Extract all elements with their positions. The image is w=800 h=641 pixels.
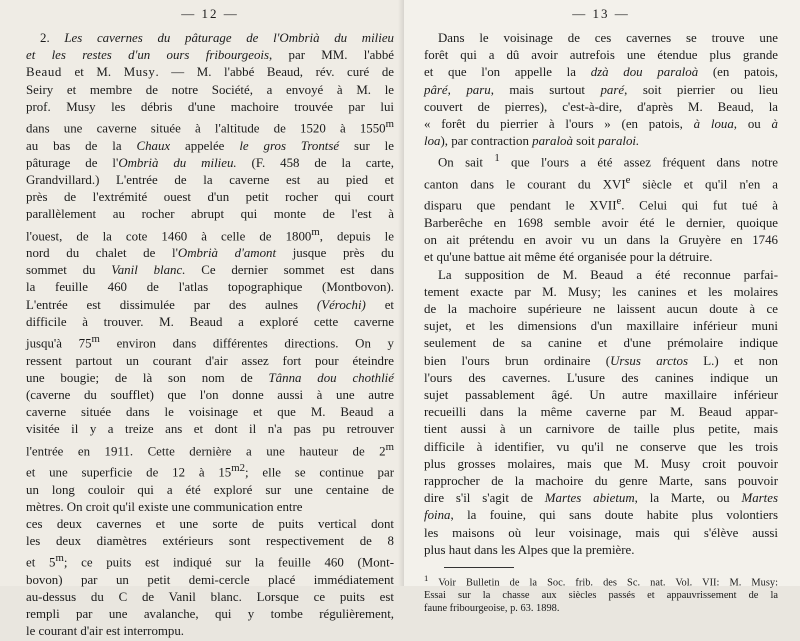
- text-line: la feuille 460 de l'atlas topographique (Montbovon).: [26, 280, 394, 295]
- text-line: de la machoire supérieure ne laissent aucun doute à ce: [424, 301, 778, 316]
- text-line: rapprocher de la machoire du genre Marte, sans pouvoir: [424, 473, 778, 488]
- text-line: 2. Les cavernes du pâturage de l'Ombrià du milieu: [40, 31, 395, 45]
- text-line: visitée il y a treize ans et dont il n'a pas pu retrouver: [26, 422, 394, 437]
- text-line: canton dans le courant du XVIe siècle et qu'il n'en a: [424, 173, 778, 192]
- text-line: disparu que pendant le XVIIe. Celui qui fut tué à: [424, 195, 779, 213]
- text-line: rempli par une avalanche, qui y tombe régulièrement,: [26, 607, 394, 622]
- text-line: recueilli dans la même caverne par M. Beaud appar-: [424, 405, 778, 420]
- text-line: sujet passablement âgé. Un autre maxillaire inférieur: [424, 387, 778, 402]
- text-line: le courant d'air est interrompu.: [26, 624, 185, 639]
- text-line: prof. Musy les débris d'une machoire trouvée par lui: [26, 99, 394, 114]
- text-line: Dans le voisinage de ces cavernes se trouve une: [438, 31, 778, 45]
- footnote-line: $^1$ Voir Bulletin de la Soc. frib. des Sc. nat. Vol. VII: M. Musy:: [424, 572, 778, 589]
- text-line: nord du chalet de l'Ombrià d'amont jusque près du: [26, 246, 394, 261]
- text-line: La supposition de M. Beaud a été reconnue parfai-: [438, 267, 778, 282]
- text-line: L'entrée est dissimulée par des aulnes (Vérochi) et: [26, 297, 394, 312]
- text-line: et que l'on appelle la dzà dou paraloà (en patois,: [424, 65, 778, 80]
- text-line: Barberêche en 1698 semble avoir été le dernier, quoique: [424, 215, 778, 230]
- text-line: et les restes d'un ours fribourgeois, par MM. l'abbé: [26, 48, 394, 63]
- text-line: l'ouest, de la cote 1460 à celle de 1800$^m$, depuis le: [26, 225, 394, 243]
- text-line: une bougie; de là son nom de Tânna dou chothlié: [26, 370, 394, 385]
- text-line: tement exacte par M. Musy; les canines et les molaires: [424, 284, 778, 299]
- page-number: — 12 —: [181, 6, 239, 21]
- text-line: mètres. On croit qu'il existe une communication entre: [26, 499, 303, 514]
- text-line: bien l'ours brun ordinaire (Ursus arctos L.) et non: [424, 353, 778, 368]
- text-line: On sait $^1$ que l'ours a été assez fréquent dans notre: [438, 152, 778, 170]
- text-line: et 5$^m$; ce puits est indiqué sur la feuille 460 (Mont-: [26, 552, 394, 570]
- text-line: caverne située dans le voisinage et que M. Beaud a: [26, 405, 394, 420]
- text-line: les deux diamètres extérieurs sont respectivement de 8: [26, 534, 394, 549]
- text-line: forêt qui a dû avoir autrefois une étendue plus grande: [424, 48, 778, 63]
- text-line: ressent partout un courant d'air assez fort pour éteindre: [26, 353, 394, 368]
- text-line: les maisons où leur voisinage, mais qui s'élève aussi: [424, 525, 778, 540]
- text-line: dans une caverne située à l'altitude de 1520 à 1550$^m$: [26, 118, 394, 136]
- text-line: Grandvillard.) L'entrée de la caverne est au pied et: [26, 172, 394, 187]
- text-line: seulement de sa canine et d'une prémolaire indique: [424, 336, 778, 351]
- page-13: [404, 0, 800, 614]
- text-line: difficile à trouver. M. Beaud a exploré cette caverne: [26, 314, 394, 329]
- text-line: au-dessus du C de Vanil blanc. Lorsque ce puits est: [26, 590, 394, 605]
- text-line: on ait prétendu en avoir vu un dans la Gruyère en 1746: [424, 233, 778, 248]
- text-line: près de l'extrémité ouest d'un petit rocher qui court: [26, 190, 394, 205]
- footnote-line: Essai sur la chasse aux siècles passés et appauvrissement de la: [424, 590, 778, 602]
- footnote-line: faune fribourgeoise, p. 63. 1898.: [424, 602, 560, 614]
- text-line: sommet du Vanil blanc. Ce dernier sommet est dans: [26, 263, 394, 278]
- text-line: (caverne du soufflet) que l'on donne aussi à une autre: [26, 387, 394, 402]
- footnote-rule: [444, 567, 514, 568]
- text-line: bovon) par un petit demi-cercle placé immédiatement: [26, 572, 394, 587]
- footnote: [424, 572, 778, 615]
- text-line: Beaud et M. Musy. — M. l'abbé Beaud, rév. curé de: [26, 65, 394, 80]
- text-line: et qu'une battue ait même été organisée pour la détruire.: [424, 250, 713, 265]
- text-line: et une superficie de 12 à $15^{m2}$; elle se continue par: [26, 462, 394, 480]
- text-line: couvert de pierres), c'est-à-dire, d'après M. Beaud, la: [424, 99, 778, 114]
- text-line: ces deux cavernes et une sorte de puits vertical dont: [26, 516, 394, 531]
- text-line: dire s'il s'agit de Martes abietum, la Marte, ou Martes: [424, 491, 778, 506]
- page-body-text: [424, 30, 778, 559]
- text-line: foina, la fouine, qui sans doute habite plus volontiers: [424, 508, 778, 523]
- text-line: « forêt du pierrier à l'ours » (en patois, à loua, ou à: [424, 117, 778, 132]
- text-line: pâturage de l'Ombrià du milieu. (F. 458 de la carte,: [26, 155, 394, 170]
- text-line: pâré, paru, mais surtout paré, soit pierrier ou lieu: [424, 82, 779, 97]
- text-line: l'entrée en 1911. Cette dernière a une hauteur de 2$^m$: [26, 440, 394, 458]
- text-line: difficile à identifier, vu qu'il ne conserve que les trois: [424, 439, 778, 454]
- page-number: — 13 —: [572, 6, 630, 21]
- text-line: Seiry et membre de notre Société, a envoyé à M. le: [26, 82, 394, 97]
- text-line: jusqu'à 75$^m$ environ dans différentes directions. On y: [26, 333, 394, 351]
- text-line: sujet, et les dimensions d'un maxillaire inférieur muni: [424, 319, 778, 334]
- text-line: l'ours des cavernes. L'usure des canines indique un: [424, 370, 778, 385]
- text-line: un long couloir qui a été exploré sur une centaine de: [26, 482, 394, 497]
- text-line: tient aussi à un carnivore de taille plus petite, mais: [424, 422, 778, 437]
- text-line: plus grosses molaires, mais que M. Musy croit pouvoir: [424, 456, 778, 471]
- text-line: plus haut dans les Alpes que la première.: [424, 542, 635, 557]
- text-line: parallèlement au rocher abrupt qui monte de l'est à: [26, 207, 394, 222]
- text-line: loa), par contraction paraloà soit paraloi.: [424, 134, 640, 149]
- text-line: au bas de la Chaux appelée le gros Trontsé sur le: [26, 138, 394, 153]
- page-body-text: [26, 30, 394, 641]
